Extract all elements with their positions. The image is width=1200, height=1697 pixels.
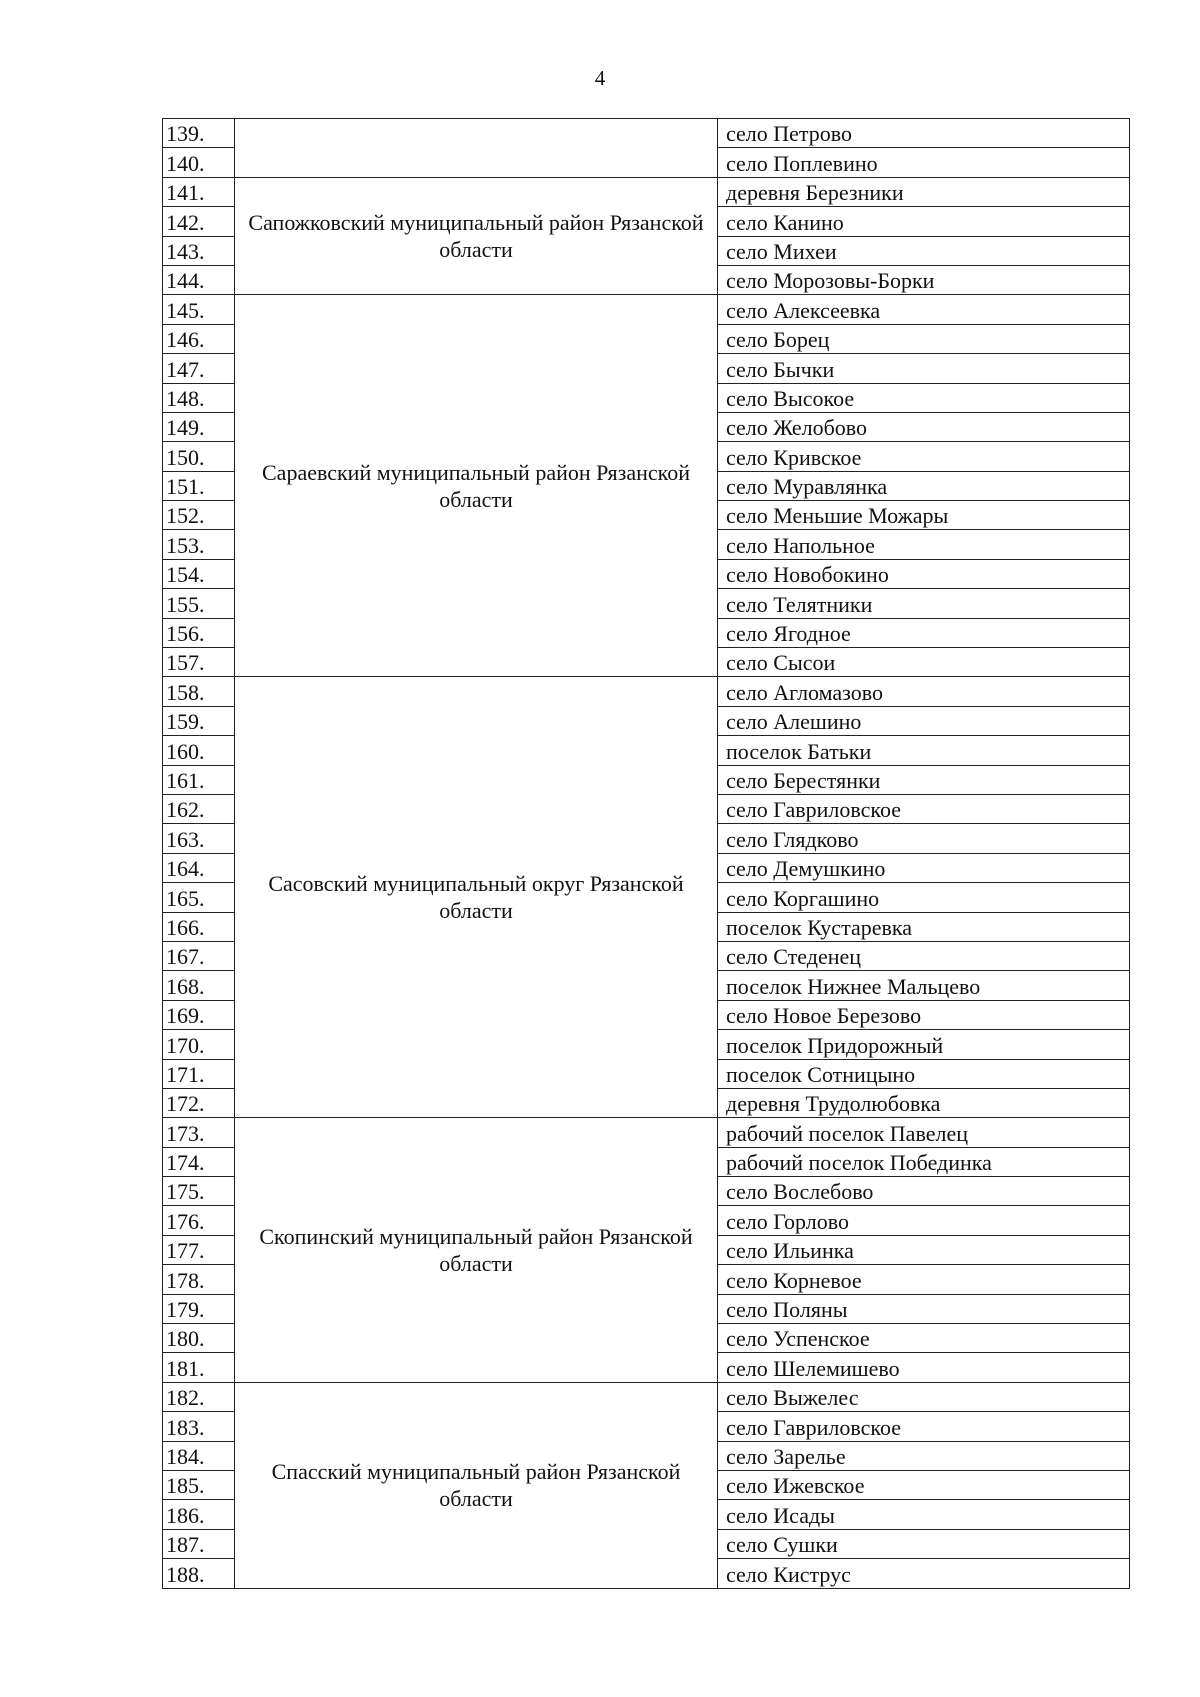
row-number: 161. — [163, 765, 235, 794]
settlement-name: село Вослебово — [718, 1177, 1130, 1206]
row-number: 149. — [163, 412, 235, 441]
settlement-name: село Борец — [718, 324, 1130, 353]
settlement-name: село Ильинка — [718, 1235, 1130, 1264]
settlement-name: село Шелемишево — [718, 1353, 1130, 1382]
settlement-name: село Исады — [718, 1500, 1130, 1529]
row-number: 147. — [163, 354, 235, 383]
settlement-name: село Высокое — [718, 383, 1130, 412]
settlement-name: поселок Сотницыно — [718, 1059, 1130, 1088]
district-cell: Сапожковский муниципальный район Рязанской области — [235, 177, 718, 295]
district-cell: Сасовский муниципальный округ Рязанской области — [235, 677, 718, 1118]
row-number: 169. — [163, 1000, 235, 1029]
settlement-name: село Напольное — [718, 530, 1130, 559]
settlement-name: рабочий поселок Павелец — [718, 1118, 1130, 1147]
row-number: 150. — [163, 442, 235, 471]
row-number: 142. — [163, 207, 235, 236]
row-number: 179. — [163, 1294, 235, 1323]
settlement-name: село Кривское — [718, 442, 1130, 471]
row-number: 141. — [163, 177, 235, 206]
row-number: 183. — [163, 1412, 235, 1441]
settlement-name: поселок Батьки — [718, 736, 1130, 765]
settlement-name: село Киструс — [718, 1559, 1130, 1588]
district-cell — [235, 119, 718, 178]
settlement-name: село Демушкино — [718, 853, 1130, 882]
row-number: 143. — [163, 236, 235, 265]
table-row — [163, 1118, 1130, 1147]
row-number: 180. — [163, 1324, 235, 1353]
row-number: 139. — [163, 119, 235, 148]
row-number: 188. — [163, 1559, 235, 1588]
settlement-name: село Сушки — [718, 1529, 1130, 1558]
settlement-name: село Новое Березово — [718, 1000, 1130, 1029]
page-number: 4 — [594, 66, 606, 90]
table-row — [163, 1382, 1130, 1411]
row-number: 172. — [163, 1088, 235, 1117]
table-row — [163, 677, 1130, 706]
settlement-name: село Алексеевка — [718, 295, 1130, 324]
row-number: 175. — [163, 1177, 235, 1206]
row-number: 154. — [163, 559, 235, 588]
row-number: 160. — [163, 736, 235, 765]
row-number: 146. — [163, 324, 235, 353]
row-number: 165. — [163, 883, 235, 912]
table-row — [163, 295, 1130, 324]
settlement-name: село Коргашино — [718, 883, 1130, 912]
district-cell: Скопинский муниципальный район Рязанской области — [235, 1118, 718, 1383]
settlement-name: село Гавриловское — [718, 794, 1130, 823]
settlement-name: село Канино — [718, 207, 1130, 236]
row-number: 187. — [163, 1529, 235, 1558]
row-number: 170. — [163, 1030, 235, 1059]
row-number: 155. — [163, 589, 235, 618]
row-number: 186. — [163, 1500, 235, 1529]
settlement-name: поселок Придорожный — [718, 1030, 1130, 1059]
row-number: 153. — [163, 530, 235, 559]
settlement-name: село Выжелес — [718, 1382, 1130, 1411]
row-number: 173. — [163, 1118, 235, 1147]
settlement-name: село Поплевино — [718, 148, 1130, 177]
row-number: 184. — [163, 1441, 235, 1470]
settlement-name: деревня Трудолюбовка — [718, 1088, 1130, 1117]
row-number: 166. — [163, 912, 235, 941]
settlement-name: поселок Кустаревка — [718, 912, 1130, 941]
settlement-name: село Успенское — [718, 1324, 1130, 1353]
settlement-name: село Поляны — [718, 1294, 1130, 1323]
row-number: 144. — [163, 265, 235, 294]
district-cell: Спасский муниципальный район Рязанской области — [235, 1382, 718, 1588]
row-number: 181. — [163, 1353, 235, 1382]
settlement-name: село Желобово — [718, 412, 1130, 441]
settlement-name: деревня Березники — [718, 177, 1130, 206]
settlement-name: село Горлово — [718, 1206, 1130, 1235]
settlement-name: село Телятники — [718, 589, 1130, 618]
row-number: 167. — [163, 941, 235, 970]
settlement-name: село Корневое — [718, 1265, 1130, 1294]
settlement-name: село Сысои — [718, 648, 1130, 677]
row-number: 182. — [163, 1382, 235, 1411]
settlement-name: село Агломазово — [718, 677, 1130, 706]
settlement-name: село Зарелье — [718, 1441, 1130, 1470]
settlement-name: село Меньшие Можары — [718, 501, 1130, 530]
table-row — [163, 119, 1130, 148]
row-number: 177. — [163, 1235, 235, 1264]
row-number: 178. — [163, 1265, 235, 1294]
row-number: 164. — [163, 853, 235, 882]
row-number: 174. — [163, 1147, 235, 1176]
row-number: 145. — [163, 295, 235, 324]
settlement-name: село Новобокино — [718, 559, 1130, 588]
settlement-name: село Ижевское — [718, 1470, 1130, 1499]
district-cell: Сараевский муниципальный район Рязанской области — [235, 295, 718, 677]
settlement-name: село Муравлянка — [718, 471, 1130, 500]
settlement-name: село Михеи — [718, 236, 1130, 265]
row-number: 158. — [163, 677, 235, 706]
settlement-name: село Берестянки — [718, 765, 1130, 794]
settlement-name: рабочий поселок Побединка — [718, 1147, 1130, 1176]
settlements-table — [162, 118, 1130, 1589]
row-number: 148. — [163, 383, 235, 412]
row-number: 157. — [163, 648, 235, 677]
row-number: 156. — [163, 618, 235, 647]
settlement-name: село Морозовы-Борки — [718, 265, 1130, 294]
settlement-name: село Бычки — [718, 354, 1130, 383]
row-number: 171. — [163, 1059, 235, 1088]
table-body — [163, 119, 1130, 1589]
row-number: 159. — [163, 706, 235, 735]
row-number: 163. — [163, 824, 235, 853]
settlement-name: село Алешино — [718, 706, 1130, 735]
row-number: 176. — [163, 1206, 235, 1235]
row-number: 151. — [163, 471, 235, 500]
settlement-name: село Глядково — [718, 824, 1130, 853]
settlement-name: село Ягодное — [718, 618, 1130, 647]
table-row — [163, 177, 1130, 206]
settlement-name: село Стеденец — [718, 941, 1130, 970]
row-number: 185. — [163, 1470, 235, 1499]
settlement-name: село Петрово — [718, 119, 1130, 148]
row-number: 140. — [163, 148, 235, 177]
row-number: 168. — [163, 971, 235, 1000]
settlement-name: поселок Нижнее Мальцево — [718, 971, 1130, 1000]
row-number: 162. — [163, 794, 235, 823]
row-number: 152. — [163, 501, 235, 530]
settlement-name: село Гавриловское — [718, 1412, 1130, 1441]
